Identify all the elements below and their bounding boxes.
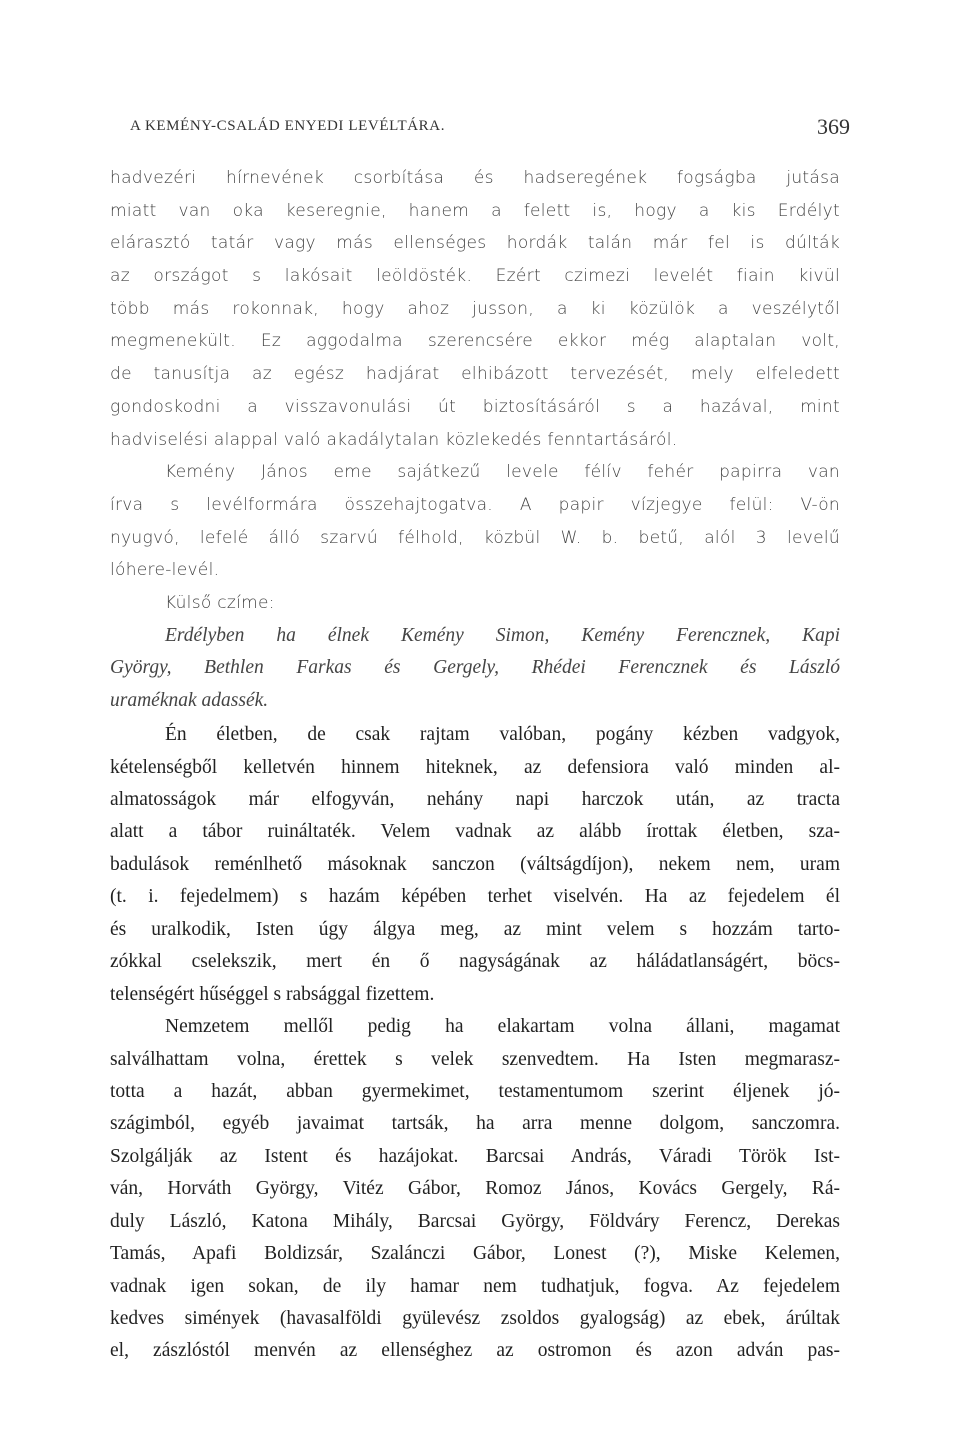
address-label: Külső czíme: (165, 592, 275, 613)
text-line: alatt a tábor ruináltaték. Velem vadnak az alább írottak életben, sza- (110, 821, 840, 843)
page-number: 369 (817, 114, 850, 139)
manuscript-note (110, 456, 840, 587)
page-header (130, 114, 850, 144)
text-line: almatosságok már elfogyván, nehány napi harczok után, az tracta (110, 789, 840, 810)
address-block (110, 620, 840, 718)
intro-paragraph (110, 162, 840, 456)
text-line: hadviselési alappal való akadálytalan közlekedés fenntartásáról. (110, 429, 678, 450)
text-line: totta a hazát, abban gyermekimet, testamentumom szerint éljenek jó- (110, 1080, 840, 1102)
text-line: telenségért hűséggel s rabsággal fizettem. (110, 983, 435, 1005)
letter-text (110, 719, 840, 1368)
page-body (110, 162, 840, 1368)
text-line: György, Bethlen Farkas és Gergely, Rhédei Ferencznek és László (110, 657, 840, 679)
text-line: az országot s lakósait leöldösték. Ezért czimezi levelét fiain kivül (110, 266, 840, 287)
text-line: lóhere-levél. (110, 560, 220, 581)
address-label-block (110, 587, 840, 620)
text-line: (t. i. fejedelmem) s hazám képében terhet viselvén. Ha az fejedelem él (110, 886, 840, 908)
text-line: Nemzetem mellől pedig ha elakartam volna állani, magamat (165, 1016, 840, 1038)
text-line: gondoskodni a visszavonulási út biztosításáról s a hazával, mint (110, 396, 840, 417)
text-line: hadvezéri hírnevének csorbítása és hadseregének fogságba jutása (110, 168, 840, 188)
text-line: duly László, Katona Mihály, Barcsai György, Földváry Ferencz, Derekas (110, 1210, 840, 1232)
text-line: és uralkodik, Isten úgy álgya meg, az mint velem s hozzám tarto- (110, 918, 840, 940)
text-line: Tamás, Apafi Boldizsár, Szalánczi Gábor, Lonest (?), Miske Kelemen, (110, 1243, 840, 1265)
text-line: miatt van oka keseregnie, hanem a felett is, hogy a kis Erdélyt (110, 200, 840, 221)
text-line: vadnak igen sokan, de ily hamar nem tudhatjuk, fogva. Az fejedelem (110, 1275, 840, 1297)
text-line: több más rokonnak, hogy ahoz jusson, a ki közülök a veszélytől (110, 298, 840, 319)
text-line: Én életben, de csak rajtam valóban, pogány kézben vadgyok, (165, 724, 840, 746)
text-line: elárasztó tatár vagy más ellenséges hordák talán már fel is dúlták (110, 233, 840, 254)
text-line: Kemény János eme sajátkezű levele félív fehér papirra van (165, 462, 840, 483)
text-line: de tanusítja az egész hadjárat elhibázott tervezését, mely elfeledett (110, 364, 840, 385)
text-line: Szolgálják az Istent és hazájokat. Barcsai András, Váradi Török Ist- (110, 1145, 840, 1167)
running-head: A KEMÉNY-CSALÁD ENYEDI LEVÉLTÁRA. (130, 118, 446, 134)
text-line: szágimból, egyéb javaimat tartsák, ha arra menne dolgom, sanczomra. (110, 1113, 840, 1135)
text-line: kedves simények (havasalföldi gyülevész zsoldos gyalogság) az ebek, árúltak (110, 1308, 840, 1329)
text-line: nyugvó, lefelé álló szarvú félhold, közbül W. b. betű, alól 3 levelű (110, 527, 840, 548)
text-line: uraméknak adassék. (110, 689, 269, 711)
text-line: írva s levélformára összehajtogatva. A papir vízjegye felül: V-ön (110, 494, 840, 515)
text-line: badulások reménlhető másoknak sanczon (váltságdíjon), nekem nem, uram (110, 853, 840, 875)
text-line: megmenekült. Ez aggodalma szerencsére ekkor még alaptalan volt, (110, 331, 840, 352)
text-line: kételenségből kelletvén hinnem hiteknek, az defensiora való minden al- (110, 756, 840, 778)
text-line: el, zászlóstól menvén az ellenséghez az ostromon és azon adván pas- (110, 1340, 840, 1362)
text-line: salválhattam volna, érettek s velek szenvedtem. Ha Isten megmarasz- (110, 1048, 840, 1070)
text-line: Erdélyben ha élnek Kemény Simon, Kemény Ferencznek, Kapi (165, 624, 840, 646)
text-line: zókkal cselekszik, mert én ő nagyságának az háládatlanságért, böcs- (110, 951, 840, 973)
text-line: ván, Horváth György, Vitéz Gábor, Romoz János, Kovács Gergely, Rá- (110, 1178, 840, 1200)
